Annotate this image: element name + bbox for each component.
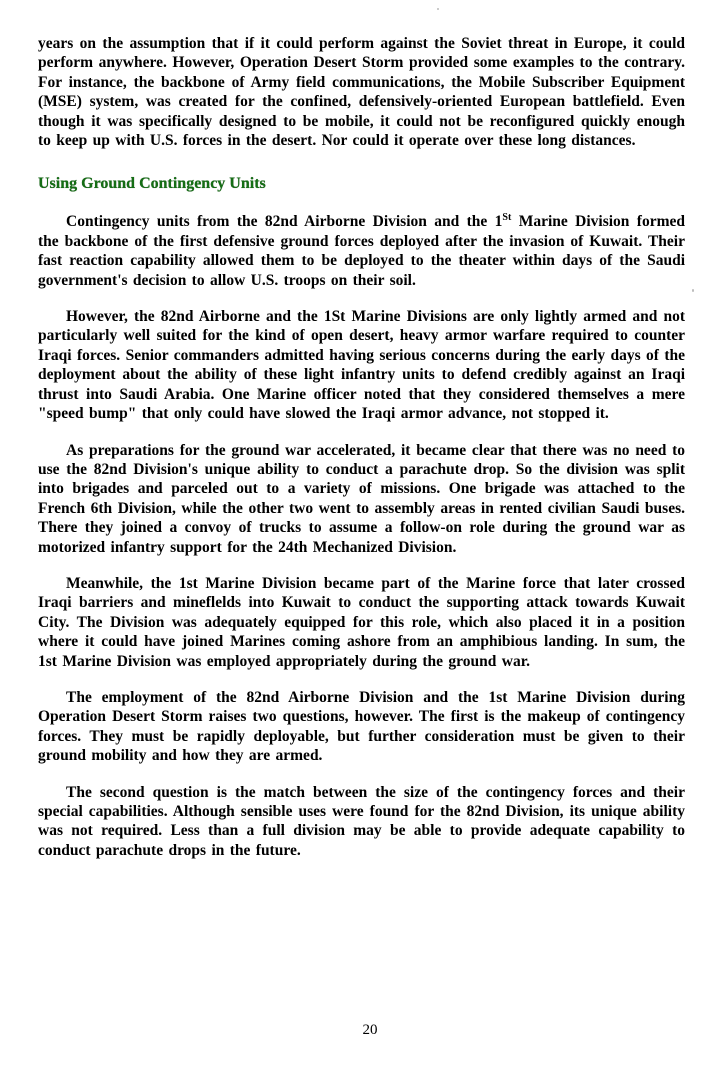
paragraph: Meanwhile, the 1st Marine Division became part of the Marine force that later crossed Iraqi barriers and mineflelds into Kuwait to conduct the supporting attack towards Kuwait City. The Division was adequately equipped for this role, which also placed it in a position where it could have joined Marines coming ashore from an amphibious landing. In sum, the 1st Marine Division was employed appropriately during the ground war. — [38, 574, 685, 670]
paragraph: The employment of the 82nd Airborne Division and the 1st Marine Division during Operation Desert Storm raises two questions, however. The first is the makeup of contingency forces. They must be rapidly deployable, but further consideration must be given to their ground mobility and how they are armed. — [38, 688, 685, 765]
paragraph-text: Marine Division formed the backbone of the first defensive ground forces deployed after the invasion of Kuwait. Their fast reaction capability allowed them to be deployed to the theater within days of the Saudi government's decision to allow U.S. troops on their soil. — [38, 213, 685, 289]
superscript-st: St — [502, 212, 512, 224]
page-number: 20 — [362, 1022, 378, 1038]
scan-speck — [692, 289, 694, 292]
section-heading: Using Ground Contingency Units — [38, 175, 266, 193]
scan-speck — [437, 8, 439, 10]
paragraph: The second question is the match between the size of the contingency forces and their special capabilities. Although sensible uses were found for the 82nd Division, its unique ability was not required. Less than a full division may be able to provide adequate capability to conduct parachute drops in the future. — [38, 783, 685, 859]
paragraph-continuation: years on the assumption that if it could perform against the Soviet threat in Europe, it could perform anywhere. However, Operation Desert Storm provided some examples to the contrary. For instance, the backbone of Army field communications, the Mobile Subscriber Equipment (MSE) system, was created for the confined, defensively-oriented European battlefield. Even though it was specifically designed to be mobile, it could not be reconfigured quickly enough to keep up with U.S. forces in the desert. Nor could it operate over these long distances. — [38, 35, 685, 150]
page-body — [38, 34, 685, 877]
paragraph — [38, 212, 685, 290]
paragraph: As preparations for the ground war accelerated, it became clear that there was no need to use the 82nd Division's unique ability to conduct a parachute drop. So the division was split into brigades and parceled out to a variety of missions. One brigade was attached to the French 6th Division, while the other two went to assembly areas in rented civilian Saudi buses. There they joined a convoy of trucks to assume a follow-on role during the ground war as motorized infantry support for the 24th Mechanized Division. — [38, 441, 685, 556]
paragraph-text: Contingency units from the 82nd Airborne Division and the 1 — [66, 213, 503, 231]
paragraph: However, the 82nd Airborne and the 1St Marine Divisions are only lightly armed and not particularly well suited for the kind of open desert, heavy armor warfare required to counter Iraqi forces. Senior commanders admitted having serious concerns during the early days of the deployment about the ability of these light infantry units to defend credibly against an Iraqi thrust into Saudi Arabia. One Marine officer noted that they considered themselves a mere "speed bump" that only could have slowed the Iraqi armor advance, not stopped it. — [38, 308, 685, 423]
